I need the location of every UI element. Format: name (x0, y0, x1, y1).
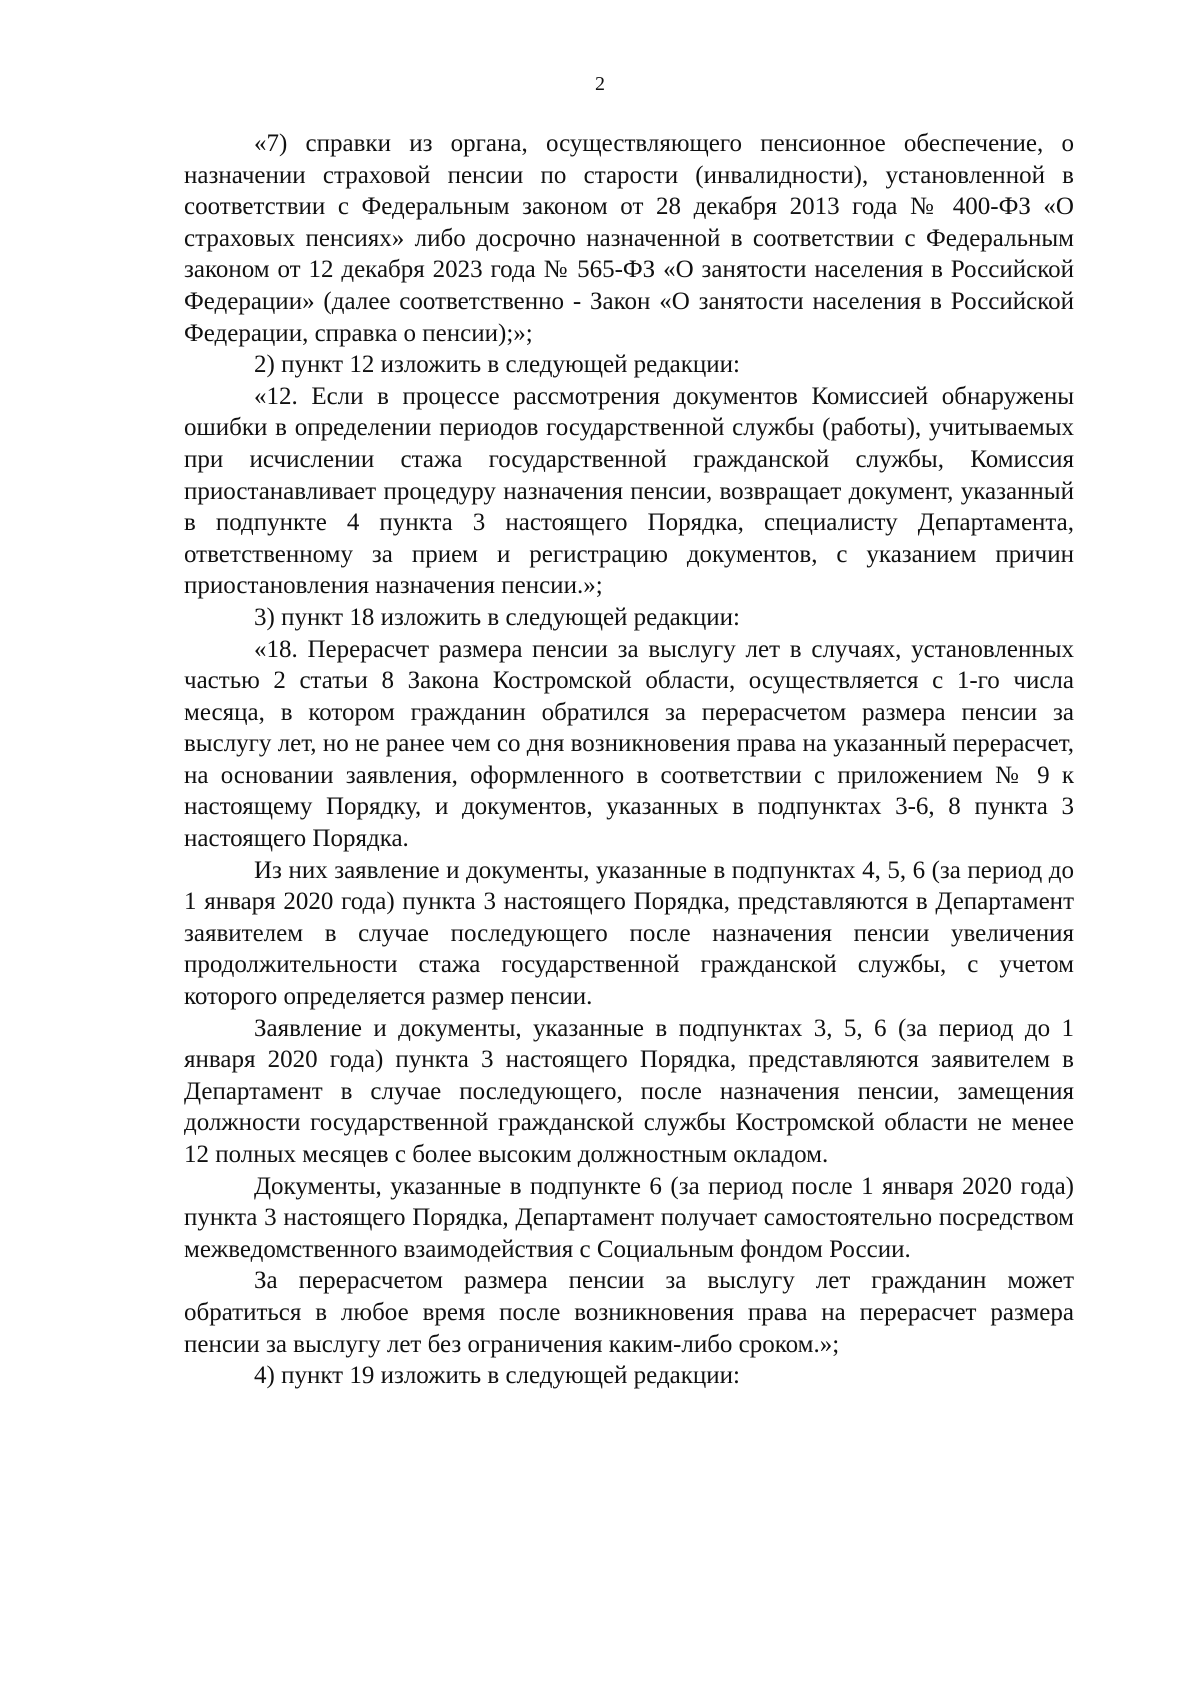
document-body (184, 128, 1074, 1392)
paragraph-application-documents: Из них заявление и документы, указанные в подпунктах 4, 5, 6 (за период до 1 января 2020 года) пункта 3 настоящего Порядка, представляются в Департамент заявителем в случае последующего после назначения пенсии увеличения продолжительности стажа государственной гражданской службы, с учетом которого определяется размер пенсии. (184, 856, 1074, 1011)
page-number: 2 (595, 73, 605, 95)
paragraph-recalculation-time: За перерасчетом размера пенсии за выслугу лет гражданин может обратиться в любое время после возникновения права на перерасчет размера пенсии за выслугу лет без ограничения каким-либо сроком.»; (184, 1267, 1074, 1358)
paragraph-point-19-heading: 4) пункт 19 изложить в следующей редакции: (254, 1362, 740, 1390)
paragraph-point-12-heading: 2) пункт 12 изложить в следующей редакции: (254, 351, 740, 379)
paragraph-point-18-heading: 3) пункт 18 изложить в следующей редакции: (254, 603, 740, 631)
paragraph-item-7-certificate: «7) справки из органа, осуществляющего пенсионное обеспечение, о назначении страховой пенсии по старости (инвалидности), установленной в соответствии с Федеральным законом от 28 декабря 2013 года № 400-ФЗ «О страховых пенсиях» либо досрочно назначенной в соответствии с Федеральным законом от 12 декабря 2023 года № 565-ФЗ «О занятости населения в Российской Федерации» (далее соответственно - Закон «О занятости населения в Российской Федерации, справка о пенсии);»; (184, 130, 1074, 347)
paragraph-point-12-text: «12. Если в процессе рассмотрения документов Комиссией обнаружены ошибки в определении периодов государственной службы (работы), учитываемых при исчислении стажа государственной гражданской службы, Комиссия приостанавливает процедуру назначения пенсии, возвращает документ, указанный в подпункте 4 пункта 3 настоящего Порядка, специалисту Департамента, ответственному за прием и регистрацию документов, с указанием причин приостановления назначения пенсии.»; (184, 382, 1074, 600)
paragraph-point-18-text: «18. Перерасчет размера пенсии за выслугу лет в случаях, установленных частью 2 статьи 8 Закона Костромской области, осуществляется с 1-го числа месяца, в котором гражданин обратился за перерасчетом размера пенсии за выслугу лет, но не ранее чем со дня возникновения права на указанный перерасчет, на основании заявления, оформленного в соответствии с приложением № 9 к настоящему Порядку, и документов, указанных в подпунктах 3-6, 8 пункта 3 настоящего Порядка. (184, 635, 1074, 853)
paragraph-position-documents: Заявление и документы, указанные в подпунктах 3, 5, 6 (за период до 1 января 2020 года) пункта 3 настоящего Порядка, представляются заявителем в Департамент в случае последующего, после назначения пенсии, замещения должности государственной гражданской службы Костромской области не менее 12 полных месяцев с более высоким должностным окладом. (184, 1014, 1074, 1168)
paragraph-interagency-documents: Документы, указанные в подпункте 6 (за период после 1 января 2020 года) пункта 3 настоящего Порядка, Департамент получает самостоятельно посредством межведомственного взаимодействия с Социальным фондом России. (184, 1172, 1074, 1263)
